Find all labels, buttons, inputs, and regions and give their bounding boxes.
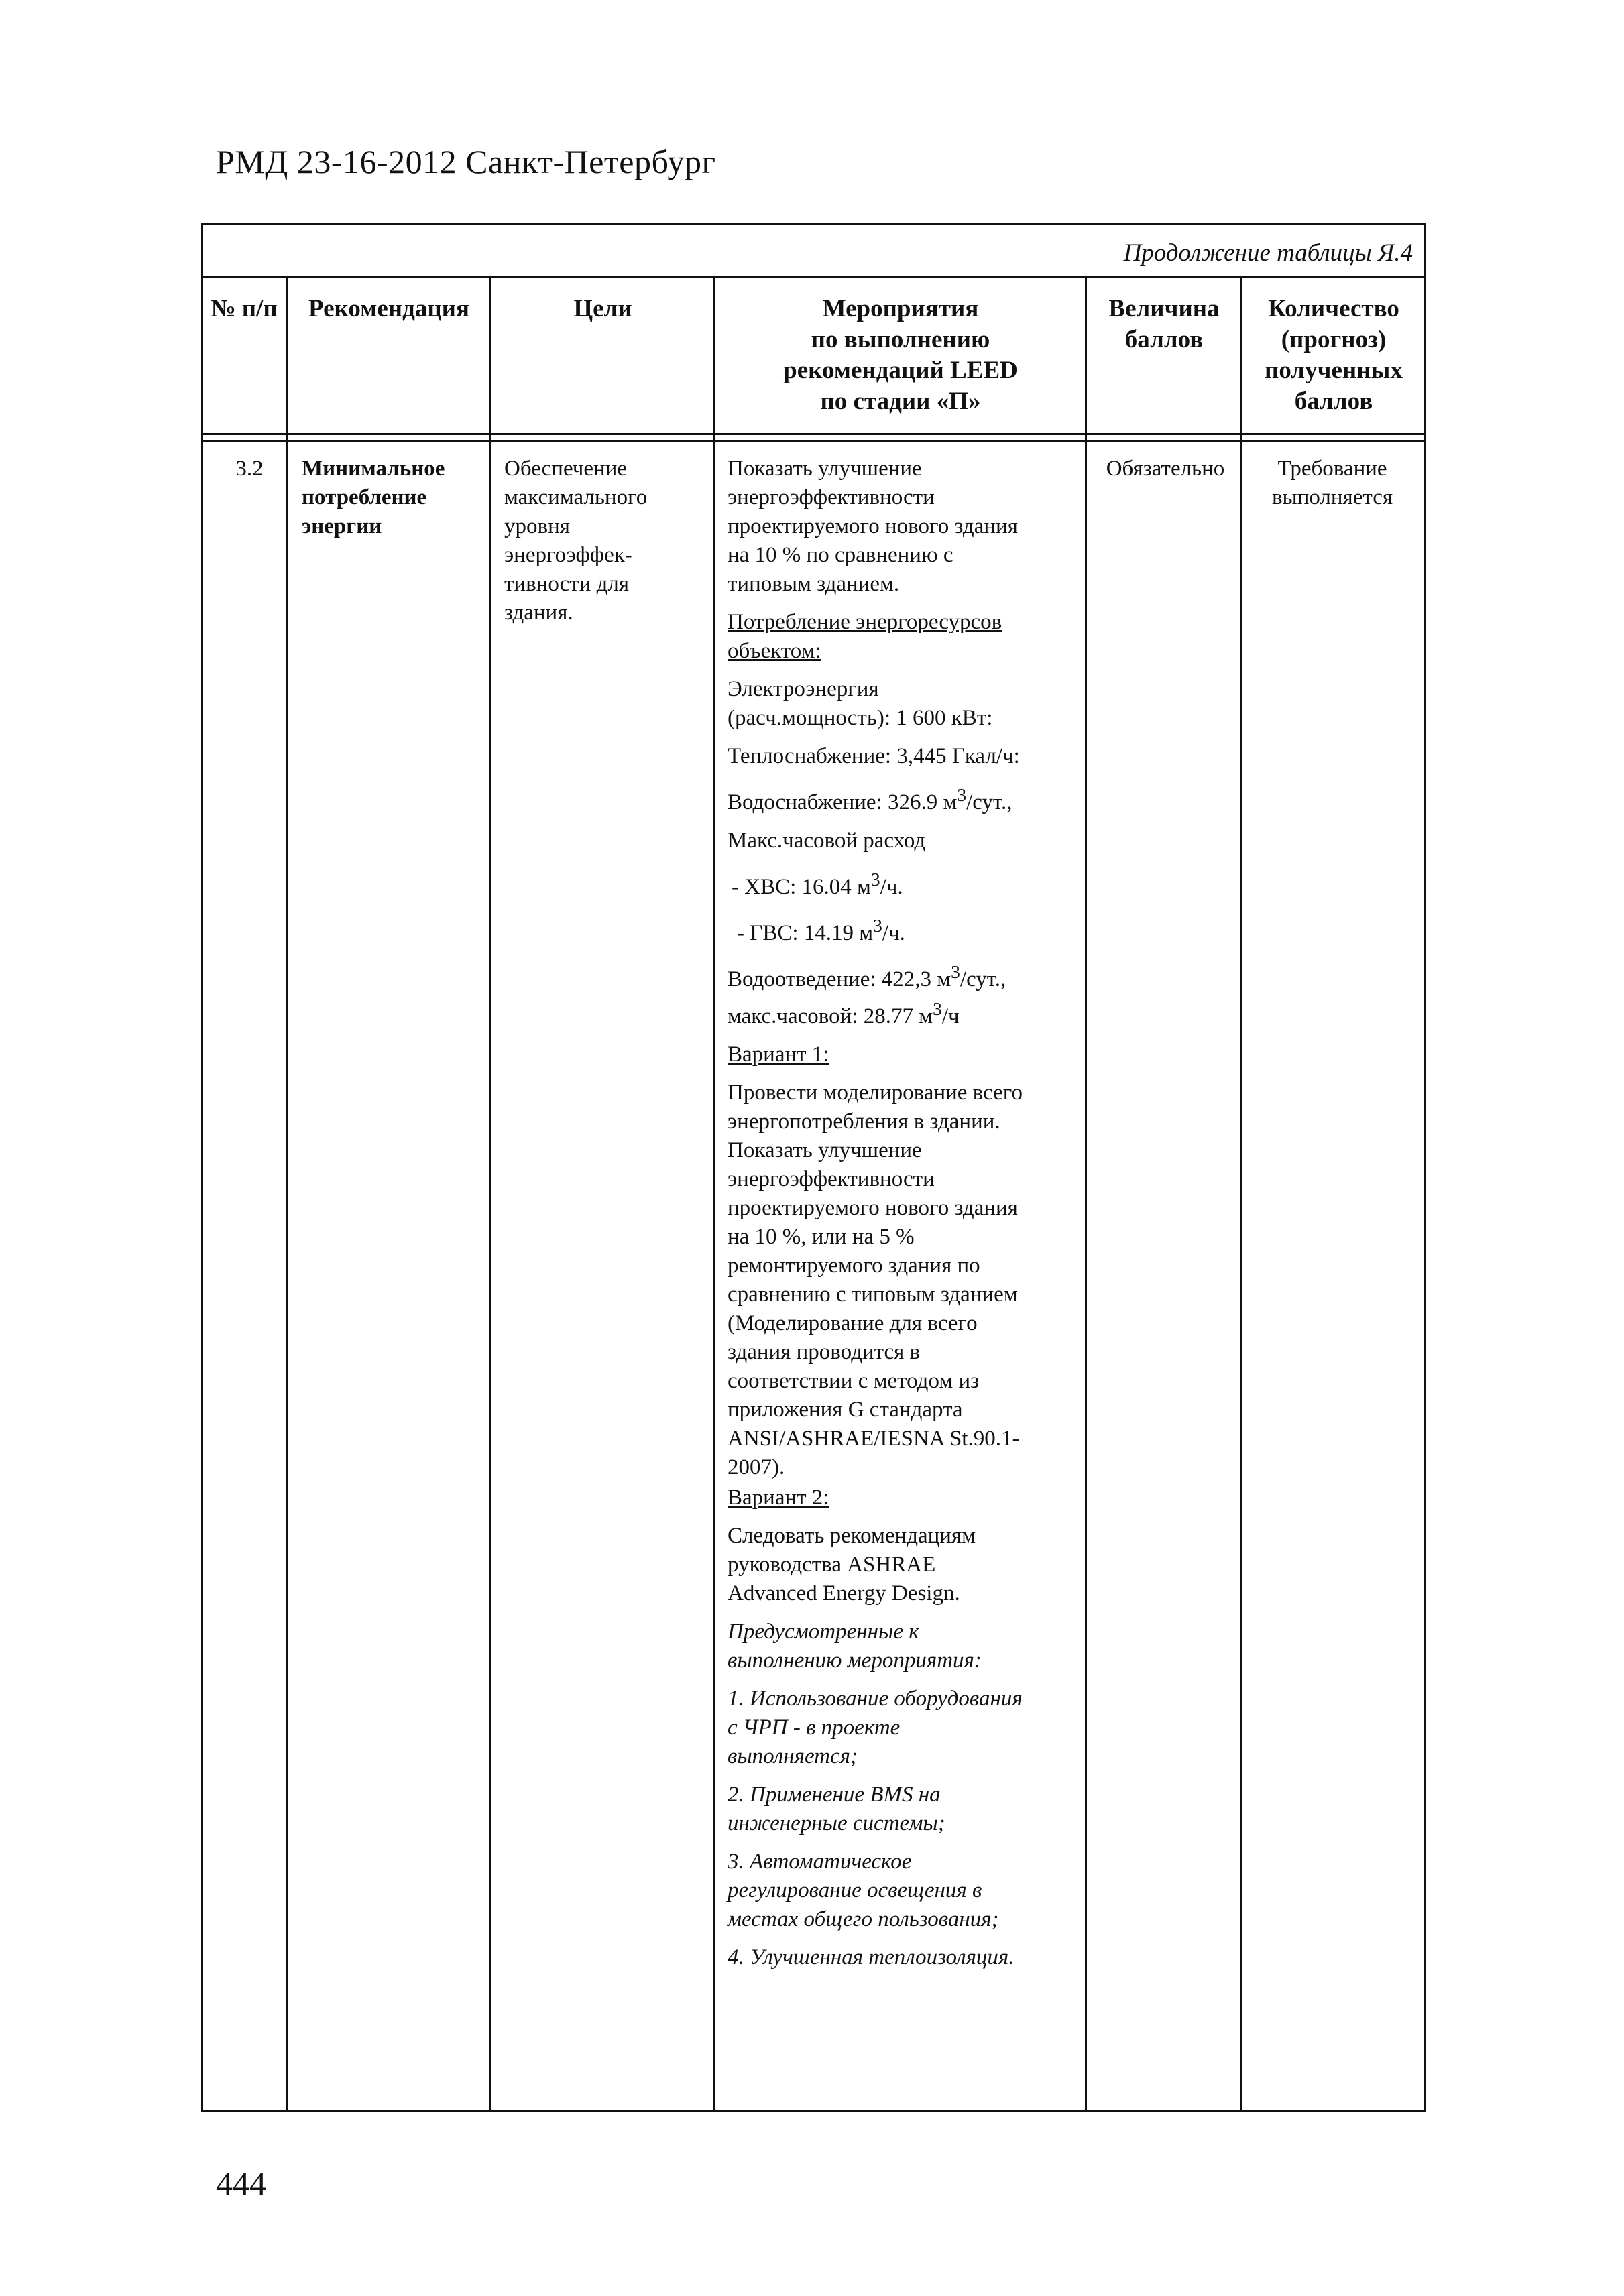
superscript: 3 bbox=[873, 915, 882, 936]
recommendation-line: Минимальное bbox=[302, 457, 445, 481]
column-header-value bbox=[1088, 294, 1240, 355]
text-line: сравнению с типовым зданием bbox=[728, 1282, 1018, 1307]
text-line: инженерные системы; bbox=[728, 1811, 945, 1835]
planned-item-3 bbox=[728, 1848, 1076, 1934]
row-number: 3.2 bbox=[235, 457, 264, 481]
text-span: /ч bbox=[941, 1004, 960, 1028]
planned-heading bbox=[728, 1618, 1076, 1675]
text-line: здания проводится в bbox=[728, 1340, 921, 1364]
text-line: 2007). bbox=[728, 1455, 785, 1479]
superscript: 3 bbox=[933, 998, 942, 1019]
planned-item-4 bbox=[728, 1943, 1076, 1972]
text-line: ANSI/ASHRAE/IESNA St.90.1- bbox=[728, 1427, 1020, 1451]
text-line: местах общего пользования; bbox=[728, 1907, 999, 1931]
text-line: 3. Автоматическое bbox=[728, 1850, 912, 1874]
text-line: типовым зданием. bbox=[728, 572, 900, 596]
table-continuation-label: Продолжение таблицы Я.4 bbox=[1123, 239, 1413, 267]
row-measures bbox=[728, 455, 1076, 1982]
text-line: Провести моделирование всего bbox=[728, 1081, 1023, 1105]
text-line: Показать улучшение bbox=[728, 1138, 922, 1162]
goal-line: здания. bbox=[504, 601, 573, 625]
result-line: выполняется bbox=[1271, 485, 1393, 509]
value-header-line: Величина bbox=[1108, 295, 1220, 322]
goal-line: Обеспечение bbox=[504, 457, 627, 481]
goal-line: максимального bbox=[504, 485, 648, 509]
cold-water bbox=[728, 865, 1076, 902]
column-divider-3 bbox=[713, 276, 715, 2112]
recommendation-line: потребление bbox=[302, 485, 427, 509]
text-line: регулирование освещения в bbox=[728, 1878, 982, 1902]
text-line: Advanced Energy Design. bbox=[728, 1581, 960, 1606]
goal-line: энергоэффек- bbox=[504, 543, 632, 567]
result-header-line: баллов bbox=[1294, 387, 1373, 415]
text-line: энергоэффективности bbox=[728, 485, 935, 509]
hot-water bbox=[728, 911, 1076, 948]
text-line: ремонтируемого здания по bbox=[728, 1254, 980, 1278]
row-result bbox=[1249, 455, 1416, 512]
water-supply bbox=[728, 780, 1076, 817]
column-header-number: № п/п bbox=[211, 295, 278, 322]
column-header-recommendation: Рекомендация bbox=[308, 295, 469, 322]
value-header-line: баллов bbox=[1124, 326, 1204, 353]
result-header-line: (прогноз) bbox=[1281, 326, 1387, 353]
column-header-result bbox=[1243, 294, 1424, 417]
max-hourly-label: Макс.часовой расход bbox=[728, 829, 926, 853]
variant2-heading: Вариант 2: bbox=[728, 1486, 829, 1510]
planned-item-2 bbox=[728, 1780, 1076, 1838]
text-line: проектируемого нового здания bbox=[728, 514, 1018, 538]
text-line: Потребление энергоресурсов bbox=[728, 610, 1002, 634]
text-line: приложения G стандарта bbox=[728, 1398, 963, 1422]
text-line: 1. Использование оборудования bbox=[728, 1687, 1023, 1711]
column-header-goals: Цели bbox=[573, 295, 632, 322]
variant1-text bbox=[728, 1079, 1076, 1482]
text-line: (расч.мощность): 1 600 кВт: bbox=[728, 706, 993, 730]
text-line bbox=[728, 994, 1076, 1031]
goal-line: уровня bbox=[504, 514, 570, 538]
consumption-heading bbox=[728, 608, 1076, 666]
text-span: /ч. bbox=[880, 875, 903, 899]
superscript: 3 bbox=[870, 869, 880, 890]
column-divider-2 bbox=[489, 276, 491, 2112]
text-line: на 10 % по сравнению с bbox=[728, 543, 953, 567]
electricity-block bbox=[728, 675, 1076, 733]
text-span: Водоотведение: 422,3 м bbox=[728, 967, 951, 991]
text-span: макс.часовой: 28.77 м bbox=[728, 1004, 933, 1028]
text-line: на 10 %, или на 5 % bbox=[728, 1225, 915, 1249]
text-line: (Моделирование для всего bbox=[728, 1311, 978, 1335]
text-span: - ХВС: 16.04 м bbox=[732, 875, 871, 899]
drainage bbox=[728, 957, 1076, 1031]
text-line: Электроэнергия bbox=[728, 677, 879, 701]
text-line: выполнению мероприятия: bbox=[728, 1648, 982, 1673]
recommendation-line: энергии bbox=[302, 514, 382, 538]
result-header-line: полученных bbox=[1265, 357, 1403, 384]
variant1-heading: Вариант 1: bbox=[728, 1042, 829, 1067]
result-line: Требование bbox=[1277, 457, 1387, 481]
superscript: 3 bbox=[951, 961, 960, 982]
text-line: выполняется; bbox=[728, 1744, 858, 1768]
text-line: с ЧРП - в проекте bbox=[728, 1715, 901, 1740]
text-line: Следовать рекомендациям bbox=[728, 1524, 976, 1548]
text-line: энергоэффективности bbox=[728, 1167, 935, 1191]
text-span: /ч. bbox=[882, 921, 905, 945]
text-line: руководства ASHRAE bbox=[728, 1553, 936, 1577]
document-header: РМД 23-16-2012 Санкт-Петербург bbox=[216, 143, 716, 180]
superscript: 3 bbox=[957, 784, 967, 805]
result-header-line: Количество bbox=[1268, 295, 1399, 322]
measures-header-line: Мероприятия bbox=[822, 295, 979, 322]
row-goal bbox=[504, 455, 705, 627]
measures-header-line: рекомендаций LEED bbox=[783, 357, 1018, 384]
page-number: 444 bbox=[216, 2165, 266, 2202]
column-header-measures bbox=[716, 294, 1085, 417]
goal-line: тивности для bbox=[504, 572, 630, 596]
text-line: 2. Применение BMS на bbox=[728, 1783, 941, 1807]
text-span: Водоснабжение: 326.9 м bbox=[728, 790, 958, 814]
column-divider-4 bbox=[1085, 276, 1087, 2112]
column-divider-5 bbox=[1240, 276, 1242, 2112]
text-line: Показать улучшение bbox=[728, 457, 922, 481]
planned-item-1 bbox=[728, 1685, 1076, 1771]
measures-header-line: по стадии «П» bbox=[820, 387, 981, 415]
text-line: объектом: bbox=[728, 639, 821, 663]
text-line: проектируемого нового здания bbox=[728, 1196, 1018, 1220]
row-value: Обязательно bbox=[1106, 457, 1225, 481]
text-span: /сут., bbox=[960, 967, 1006, 991]
heat-supply: Теплоснабжение: 3,445 Гкал/ч: bbox=[728, 744, 1020, 768]
text-line: 4. Улучшенная теплоизоляция. bbox=[728, 1945, 1014, 1970]
column-divider-1 bbox=[286, 276, 288, 2112]
text-line bbox=[728, 957, 1076, 994]
text-line: соответствии с методом из bbox=[728, 1369, 980, 1393]
text-span: - ГВС: 14.19 м bbox=[737, 921, 874, 945]
measures-intro bbox=[728, 455, 1076, 599]
row-recommendation bbox=[302, 455, 479, 541]
measures-header-line: по выполнению bbox=[811, 326, 990, 353]
variant2-text bbox=[728, 1522, 1076, 1608]
text-span: /сут., bbox=[966, 790, 1012, 814]
text-line: Предусмотренные к bbox=[728, 1620, 919, 1644]
text-line: энергопотребления в здании. bbox=[728, 1109, 1000, 1134]
